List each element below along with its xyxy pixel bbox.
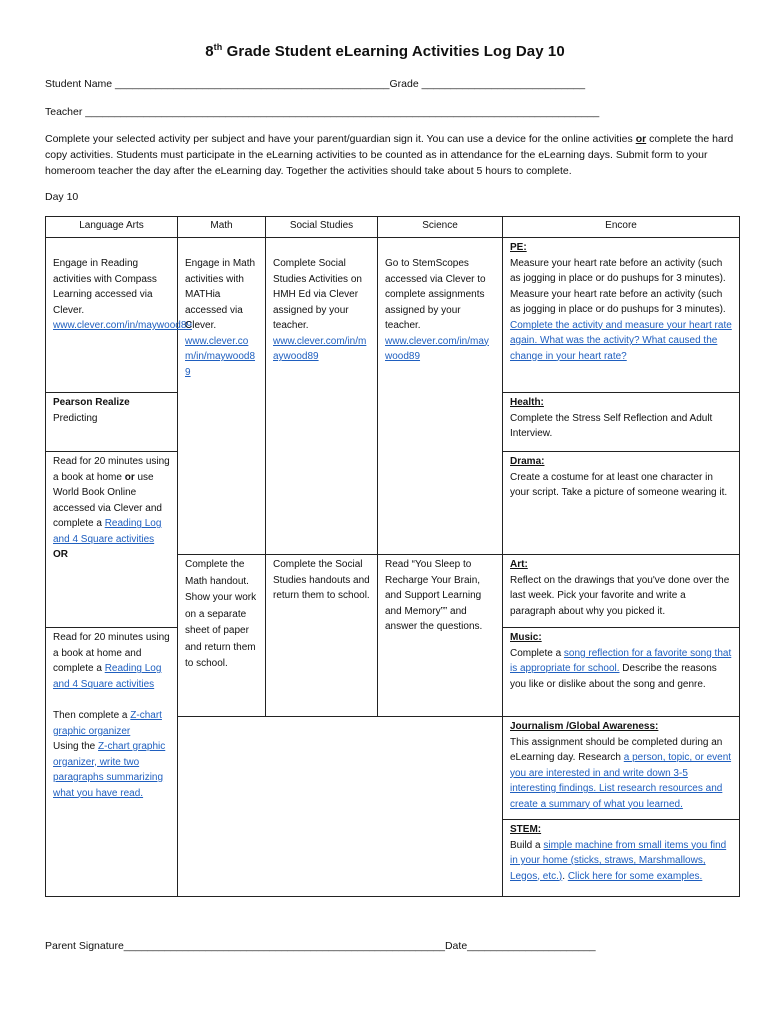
encore-music-cell [503,628,740,717]
music-text1: Complete a [510,647,564,659]
la-read-or2: OR [53,549,68,560]
ss-hardcopy-text: Complete the Social Studies handouts and return them to school. [273,559,370,601]
art-title: Art: [510,559,528,570]
student-name-grade-line[interactable]: Student Name _______________________________________________Grade ____________________________ [45,78,586,90]
sci-clever-link[interactable]: www.clever.com/in/maywood89 [385,335,489,362]
math-hardcopy-cell [178,555,266,717]
math-clever-link[interactable]: www.clever.com/in/maywood89 [185,335,256,378]
journalism-text [510,735,732,813]
page-title [0,42,770,60]
la-read-text3: Read for 20 minutes using a book at home and complete a [53,632,170,674]
la-online-text: Engage in Reading activities with Compass Learning accessed via Clever. [53,258,157,316]
stem-title: STEM: [510,824,542,835]
encore-journalism-cell [503,717,740,820]
stem-text2: . [562,870,568,882]
la-read-text2: use World Book Online accessed via Clever and complete a [53,471,162,529]
encore-drama-cell [503,452,740,555]
instructions-or: or [635,133,647,145]
encore-pe-cell [503,238,740,393]
la-reading-cell [46,452,178,628]
health-title: Health: [510,397,544,408]
header-encore: Encore [503,217,740,238]
research-link[interactable]: a person, topic, or event you are interested in and write down 3-5 interesting findings. List research resources and create a summary of what you learned. [510,752,732,810]
header-social-studies: Social Studies [266,217,378,238]
online-row [46,238,740,393]
ss-hardcopy-cell [266,555,378,717]
la-online-cell [46,238,192,393]
encore-health-cell [503,393,740,452]
math-online-text: Engage in Math activities with MATHia accessed via Clever. [185,258,256,331]
la-reading-block1 [53,454,170,547]
empty-hardcopy-cell [178,717,503,897]
header-math: Math [178,217,266,238]
drama-title: Drama: [510,456,545,467]
pe-body: Measure your heart rate before an activity (such as jogging in place or do pushups for 3 minutes). Measure your heart rate before an activity (such as jogging in place or do pushups for 3 minutes). [510,257,726,315]
la-read-text1: Read for 20 minutes using a book at home [53,456,170,483]
ss-online-text: Complete Social Studies Activities on HMH Ed via Clever assigned by your teacher. [273,258,362,331]
title-grade: 8 [205,43,214,60]
la-clever-link[interactable]: www.clever.com/in/maywood89 [53,320,192,331]
journalism-title: Journalism /Global Awareness: [510,721,659,732]
title-sup: th [213,42,223,52]
instructions [45,131,735,179]
journalism-text1: This assignment should be completed during an eLearning day. Research [510,736,723,763]
sci-online-text: Go to StemScopes accessed via Clever to complete assignments assigned by your teacher. [385,258,486,331]
stem-text [510,838,732,885]
encore-stem-cell [503,820,740,897]
sci-hardcopy-text: Read “You Sleep to Recharge Your Brain, and Support Learning and Memory”” and answer the questions. [385,559,483,632]
reading-log-link-1[interactable]: Reading Log and 4 Square activities [53,518,162,545]
stem-text1: Build a [510,839,544,851]
la-read-or1: or [124,471,135,483]
ss-online-cell [266,238,378,555]
pearson-title: Pearson Realize [53,397,130,408]
pe-activity-link[interactable]: Complete the activity and measure your heart rate again. What was the activity? What caused the change in your heart rate? [510,319,732,362]
drama-text: Create a costume for at least one character in your script. Take a picture of someone wearing it. [510,471,728,498]
zchart-summary-link[interactable]: Z-chart graphic organizer, write two paragraphs summarizing what you have read. [53,741,166,799]
parent-signature-line[interactable]: Parent Signature_______________________________________________________Date______________________ [45,940,596,952]
la-read-text5: Using the [53,741,99,752]
music-text [510,646,732,693]
instructions-part2: complete the hard copy activities. Students must participate in the eLearning activities to be counted as in attendance for the eLearning days. Submit form to your homeroom teacher the day after the eLearning day. Together the activities should take about 5 hours to complete. [45,133,734,177]
pearson-text: Predicting [53,412,98,424]
pearson-cell [46,393,178,452]
examples-link[interactable]: Click here for some examples. [567,870,703,882]
teacher-line[interactable]: Teacher ________________________________________________________________________________________ [45,106,600,118]
math-hardcopy-text: Complete the Math handout. Show your work on a separate sheet of paper and return them to school. [185,559,257,669]
header-row [46,217,740,238]
zchart-usage-block [53,739,170,801]
zchart-block [53,708,170,739]
encore-art-cell [503,555,740,628]
ss-clever-link[interactable]: www.clever.com/in/maywood89 [273,335,367,362]
zchart-link[interactable]: Z-chart graphic organizer [53,710,162,737]
math-online-cell [178,238,266,555]
music-title: Music: [510,632,542,643]
reading-log-link-2[interactable]: Reading Log and 4 Square activities [53,663,162,690]
activities-table [45,216,740,897]
la-hardcopy-block [53,630,170,692]
title-text: Grade Student eLearning Activities Log Day 10 [222,43,565,60]
health-text: Complete the Stress Self Reflection and Adult Interview. [510,412,713,439]
pe-title: PE: [510,242,527,253]
music-text2: Describe the reasons you like or dislike about the song and genre. [510,663,717,690]
sci-online-cell [378,238,503,555]
pe-text [510,256,732,365]
art-text: Reflect on the drawings that you've done over the last week. Pick your favorite and write a paragraph about why you picked it. [510,574,730,617]
la-hardcopy-cell [46,628,178,897]
header-language-arts: Language Arts [46,217,178,238]
sci-hardcopy-cell [378,555,503,717]
day-label: Day 10 [45,191,79,203]
header-science: Science [378,217,503,238]
simple-machine-link[interactable]: simple machine from small items you find in your home (sticks, straws, Marshmallows, Legos, etc.) [510,839,727,882]
la-read-text4: Then complete a [53,710,131,721]
instructions-part1: Complete your selected activity per subject and have your parent/guardian sign it. You can use a device for the online activities [45,133,636,145]
song-reflection-link[interactable]: song reflection for a favorite song that is appropriate for school. [510,647,732,674]
